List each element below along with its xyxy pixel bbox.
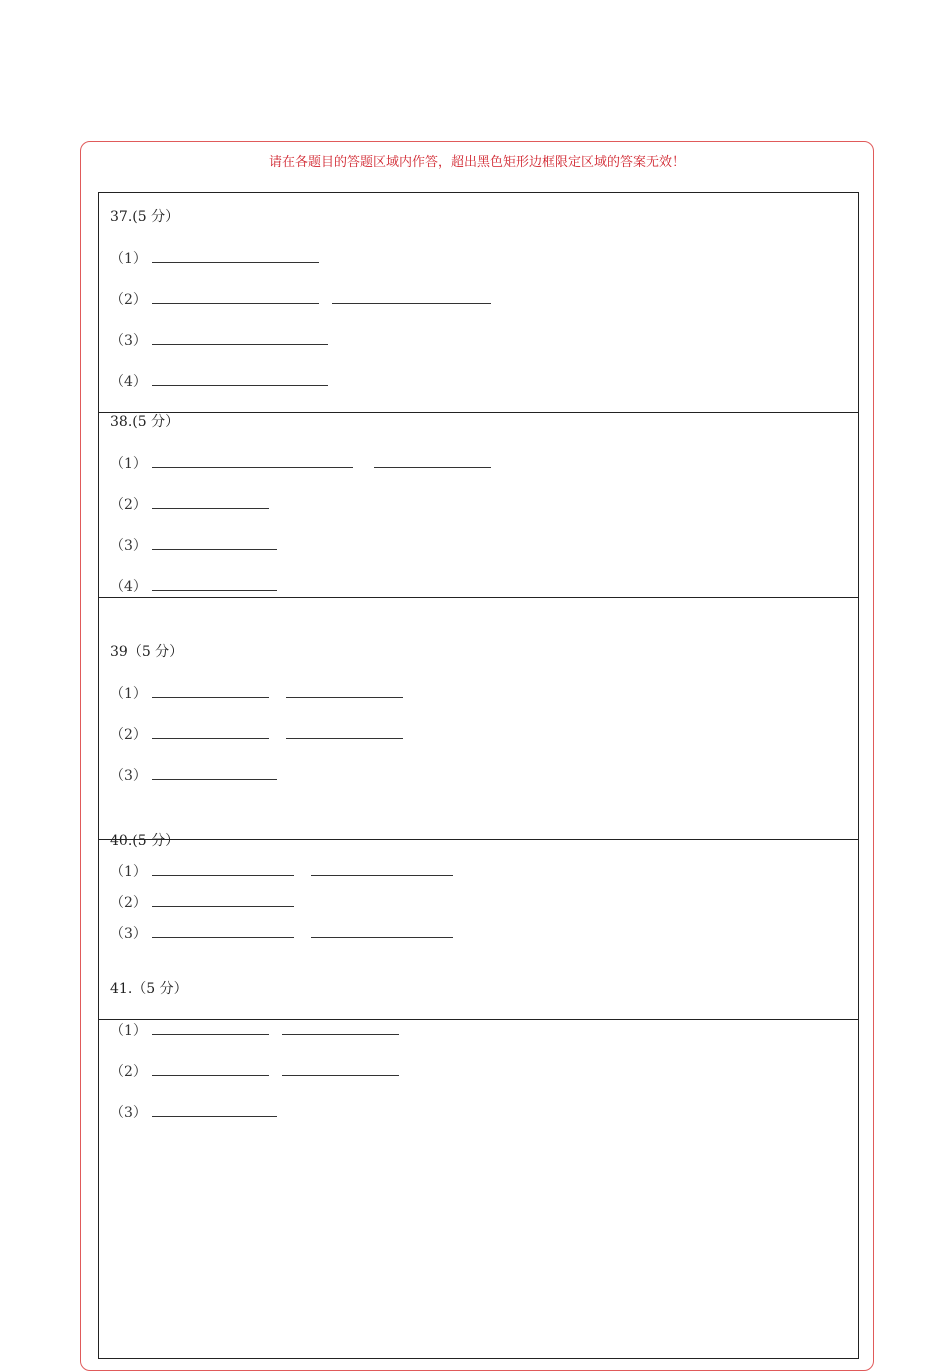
q37-item-4: （4） [110, 374, 147, 390]
q41-2-blank-b[interactable] [282, 1075, 399, 1076]
q37-2-blank-b[interactable] [332, 303, 491, 304]
q38-item-3: （3） [110, 538, 147, 554]
q38-1-blank-a[interactable] [152, 467, 353, 468]
q39-3-blank-a[interactable] [152, 779, 277, 780]
q37-item-2: （2） [110, 292, 147, 308]
q41-item-1: （1） [110, 1023, 147, 1039]
q40-2-blank-a[interactable] [152, 906, 294, 907]
q41-1-blank-a[interactable] [152, 1034, 269, 1035]
q37-item-3: （3） [110, 333, 147, 349]
question-41-title: 41.（5 分） [110, 981, 188, 997]
q37-item-1: （1） [110, 251, 147, 267]
q39-2-blank-b[interactable] [286, 738, 403, 739]
answer-box-39 [98, 597, 859, 840]
q40-item-3: （3） [110, 926, 147, 942]
question-38-title: 38.(5 分） [110, 414, 180, 430]
q40-3-blank-a[interactable] [152, 937, 294, 938]
q41-3-blank-a[interactable] [152, 1116, 277, 1117]
answer-box-40 [98, 839, 859, 1020]
q41-item-3: （3） [110, 1105, 147, 1121]
q37-2-blank-a[interactable] [152, 303, 319, 304]
q39-1-blank-a[interactable] [152, 697, 269, 698]
q39-item-2: （2） [110, 727, 147, 743]
q37-1-blank-a[interactable] [152, 262, 319, 263]
question-37-title: 37.(5 分） [110, 209, 180, 225]
q39-2-blank-a[interactable] [152, 738, 269, 739]
q39-item-3: （3） [110, 768, 147, 784]
answer-box-41 [98, 1019, 859, 1359]
question-39-title: 39（5 分） [110, 644, 184, 660]
q37-3-blank-a[interactable] [152, 344, 328, 345]
q37-4-blank-a[interactable] [152, 385, 328, 386]
q38-3-blank-a[interactable] [152, 549, 277, 550]
q40-3-blank-b[interactable] [311, 937, 453, 938]
q40-item-1: （1） [110, 864, 147, 880]
q38-2-blank-a[interactable] [152, 508, 269, 509]
answer-area-notice: 请在各题目的答题区域内作答，超出黑色矩形边框限定区域的答案无效！ [268, 155, 685, 170]
q38-item-1: （1） [110, 456, 147, 472]
q38-1-blank-b[interactable] [374, 467, 491, 468]
q41-2-blank-a[interactable] [152, 1075, 269, 1076]
q38-item-2: （2） [110, 497, 147, 513]
question-40-title: 40.(5 分） [110, 833, 180, 849]
q40-item-2: （2） [110, 895, 147, 911]
q40-1-blank-b[interactable] [311, 875, 453, 876]
answer-box-38 [98, 412, 859, 598]
q38-item-4: （4） [110, 579, 147, 595]
q38-4-blank-a[interactable] [152, 590, 277, 591]
q41-1-blank-b[interactable] [282, 1034, 399, 1035]
q39-1-blank-b[interactable] [286, 697, 403, 698]
q41-item-2: （2） [110, 1064, 147, 1080]
q39-item-1: （1） [110, 686, 147, 702]
q40-1-blank-a[interactable] [152, 875, 294, 876]
